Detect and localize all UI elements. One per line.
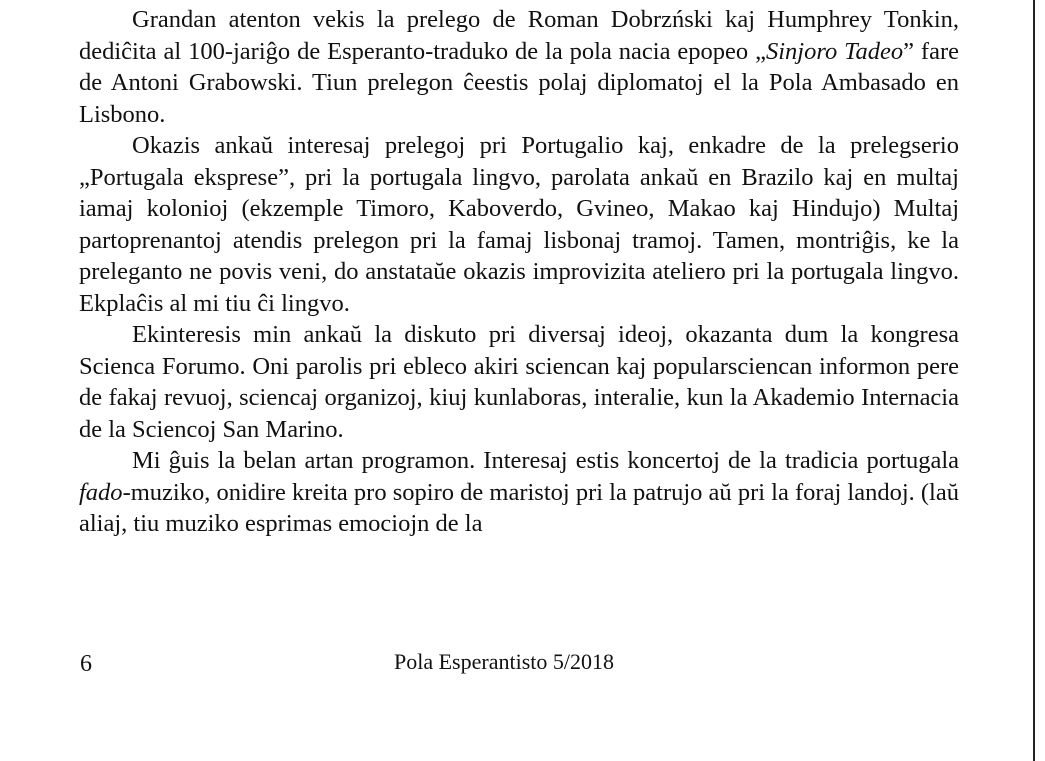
paragraph-art-program xyxy=(79,445,959,540)
article-body xyxy=(79,4,959,540)
paragraph-lecture xyxy=(79,4,959,130)
paragraph-portugal-lectures xyxy=(79,130,959,319)
fado-italic: fado xyxy=(79,478,123,506)
paragraph-text: Grandan atenton vekis la prelego de Roman Dobrzński kaj Humphrey Tonkin, dediĉita al 100-jariĝo de Esperanto-traduko de la pola nacia epopeo „ xyxy=(79,6,959,65)
paragraph-text: Okazis ankaŭ interesaj prelegoj pri Portugalio kaj, enkadre de la prelegserio „Portugala eksprese”, pri la portugala lingvo, parolata ankaŭ en Brazilo kaj en multaj iamaj kolonioj (ekzemple Timoro, Kaboverdo, Gvineo, Makao kaj Hindujo) Multaj partoprenantoj atendis prelegon pri la famaj lisbonaj tramoj. Tamen, montriĝis, ke la preleganto ne povis veni, do anstataŭe okazis improvizita ateliero pri la portugala lingvo. Ekplaĉis al mi tiu ĉi lingvo. xyxy=(79,132,959,317)
paragraph-science-forum xyxy=(79,319,959,445)
page-edge-divider xyxy=(1033,0,1035,761)
paragraph-text: -muziko, onidire kreita pro sopiro de maristoj pri la patrujo aŭ pri la foraj landoj. (laŭ aliaj, tiu muziko esprimas emociojn de la xyxy=(79,478,959,537)
page-number: 6 xyxy=(80,651,92,677)
paragraph-text: Mi ĝuis la belan artan programon. Interesaj estis koncertoj de la tradicia portugala xyxy=(132,447,959,474)
publication-footer: Pola Esperantisto 5/2018 xyxy=(394,649,614,674)
paragraph-text: ” fare de Antoni Grabowski. Tiun prelegon ĉeestis polaj diplomatoj el la Pola Ambasado en Lisbono. xyxy=(79,37,959,128)
book-title-italic: Sinjoro Tadeo xyxy=(765,37,904,65)
paragraph-text: Ekinteresis min ankaŭ la diskuto pri diversaj ideoj, okazanta dum la kongresa Scienca Forumo. Oni parolis pri ebleco akiri sciencan kaj popularsciencan informon pere de fakaj revuoj, sciencaj organizoj, kiuj kunlaboras, interalie, kun la Akademio Internacia de la Sciencoj San Marino. xyxy=(79,321,959,443)
